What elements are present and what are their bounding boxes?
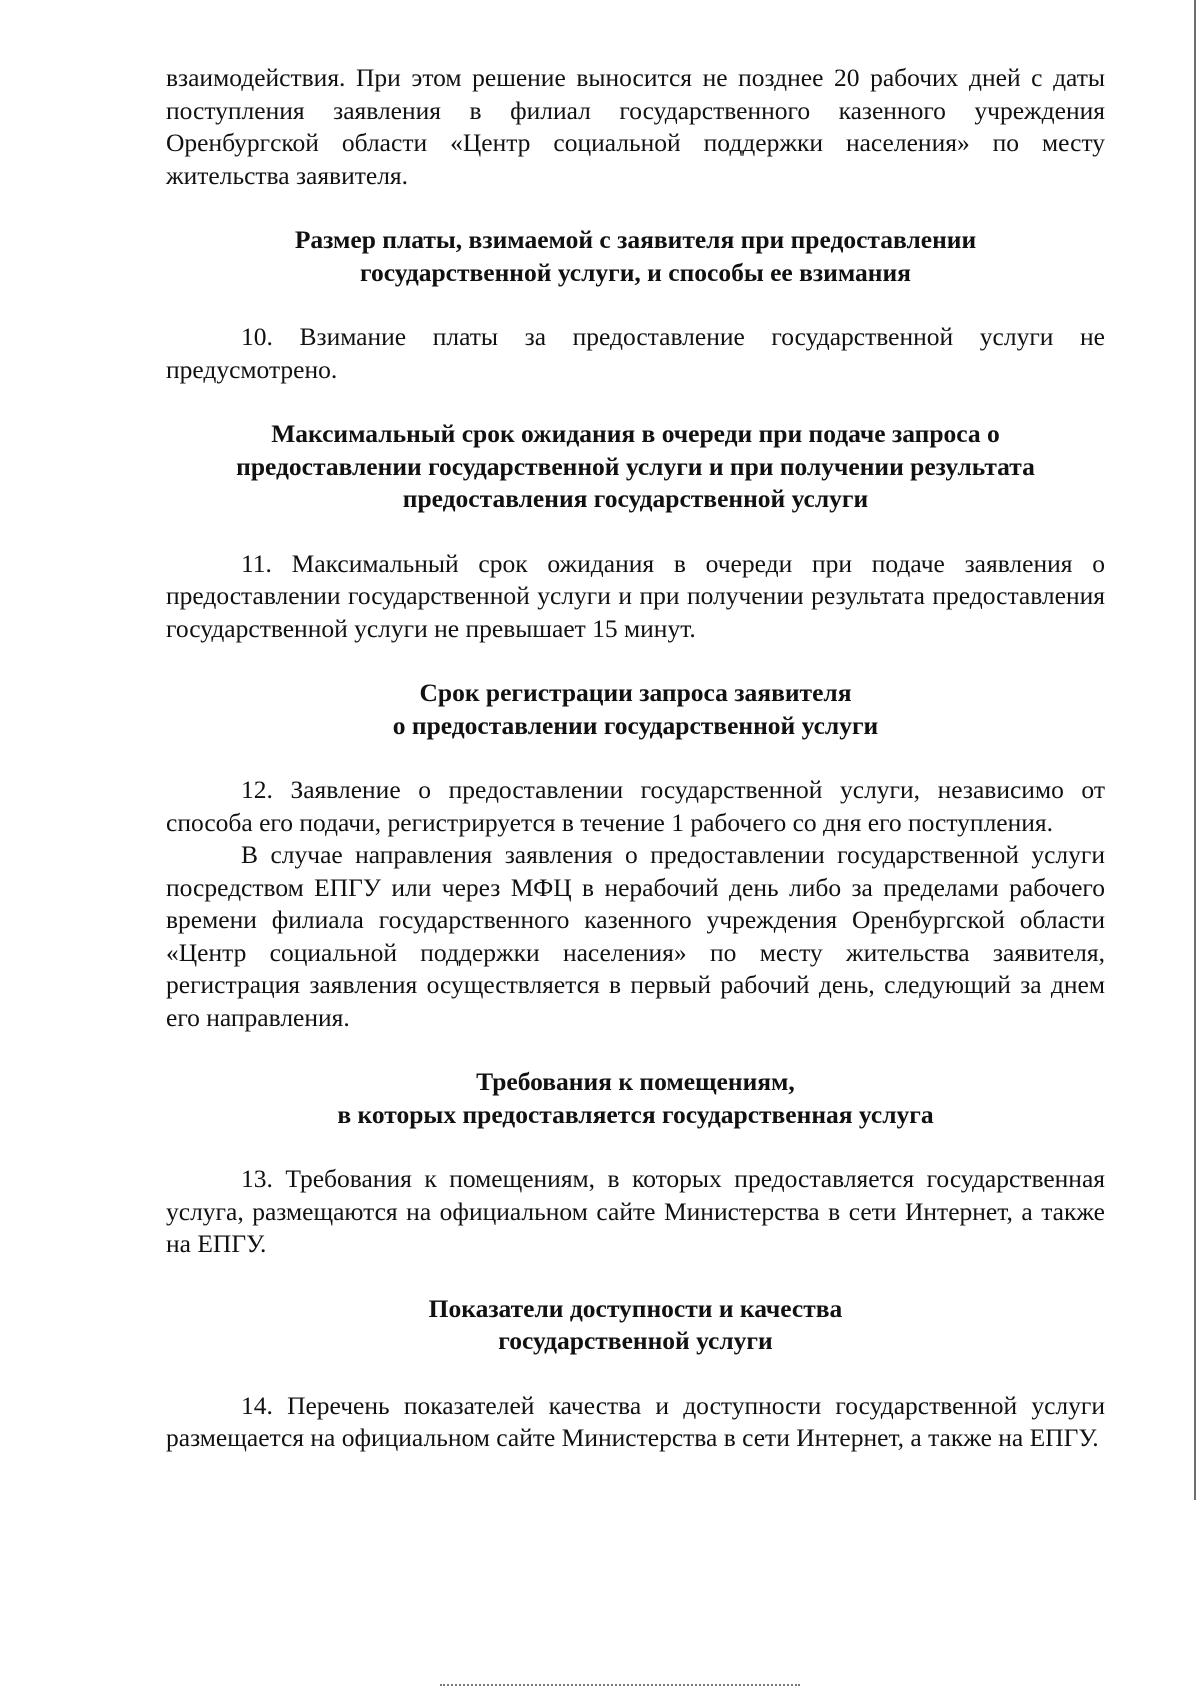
scan-edge-line: [1194, 0, 1196, 1500]
section-heading-registration: [166, 677, 1105, 742]
heading-line: о предоставлении государственной услуги: [392, 710, 879, 740]
heading-line: Срок регистрации запроса заявителя: [419, 678, 852, 707]
section-heading-quality: [166, 1293, 1105, 1358]
paragraph-12-non-working-day: В случае направления заявления о предоставлении государственной услуги посредством ЕПГУ или через МФЦ в нерабочий день либо за пределами рабочего времени филиала государственного казенного учреждения Оренбургской области «Центр социальной поддержки населения» по месту жительства заявителя, регистрация заявления осуществляется в первый рабочий день, следующий за днем его направления.: [166, 840, 1105, 1032]
scan-artifact-marks: [440, 1684, 800, 1690]
heading-line: Размер платы, взимаемой с заявителя при предоставлении: [294, 225, 977, 254]
paragraph-13-premises: 13. Требования к помещениям, в которых предоставляется государственная услуга, размещаются на официальном сайте Министерства в сети Интернет, а также на ЕПГУ.: [166, 1164, 1105, 1258]
heading-line: предоставлении государственной услуги и при получении результата: [236, 451, 1035, 481]
heading-line: в которых предоставляется государственная услуга: [337, 1099, 934, 1129]
paragraph-decision-deadline: взаимодействия. При этом решение выносится не позднее 20 рабочих дней с даты поступления заявления в филиал государственного казенного учреждения Оренбургской области «Центр социальной поддержки населения» по месту жительства заявителя.: [166, 63, 1105, 190]
section-heading-fee: [166, 224, 1105, 289]
paragraph-14-quality: 14. Перечень показателей качества и доступности государственной услуги размещается на официальном сайте Министерства в сети Интернет, а также на ЕПГУ.: [166, 1390, 1105, 1452]
heading-line: Максимальный срок ожидания в очереди при подаче запроса о: [271, 419, 1000, 448]
section-heading-premises: [166, 1066, 1105, 1131]
document-body: [166, 62, 1105, 1455]
heading-line: Показатели доступности и качества: [428, 1293, 843, 1323]
paragraph-10-fee: 10. Взимание платы за предоставление государственной услуги не предусмотрено.: [166, 322, 1105, 384]
heading-line: предоставления государственной услуги: [402, 484, 869, 513]
heading-line: государственной услуги: [498, 1326, 773, 1355]
paragraph-12-registration: 12. Заявление о предоставлении государственной услуги, независимо от способа его подачи, регистрируется в течение 1 рабочего со дня его поступления.: [166, 775, 1105, 837]
heading-line: государственной услуги, и способы ее взимания: [360, 257, 911, 287]
paragraph-11-queue-time: 11. Максимальный срок ожидания в очереди при подаче заявления о предоставлении государственной услуги и при получении результата предоставления государственной услуги не превышает 15 минут.: [166, 548, 1105, 643]
section-heading-queue-time: [166, 418, 1105, 516]
heading-line: Требования к помещениям,: [476, 1067, 795, 1096]
